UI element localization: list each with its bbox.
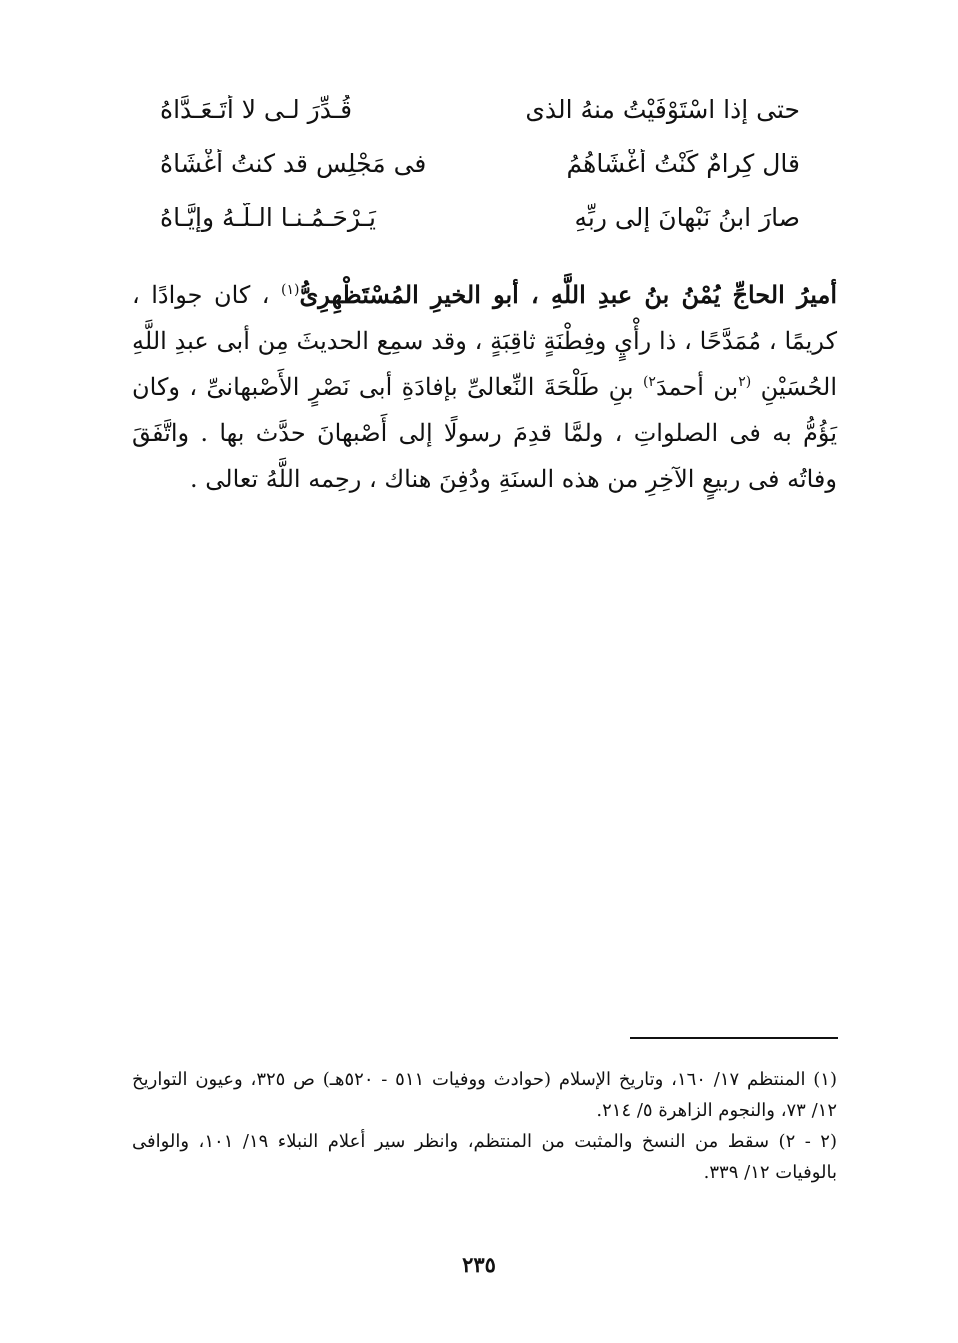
biography-text-part-2: بن أحمدَ [655, 373, 739, 401]
poem-verse [160, 190, 800, 244]
footnote-ref-2-open: (٢ [738, 374, 752, 390]
verse-second-hemistich: قُـدِّرَ لـى لا أَتَـعَـدَّاهُ [160, 94, 353, 124]
verse-first-hemistich: صارَ ابنُ نَبْهانَ إلى ربِّهِ [574, 202, 800, 232]
verse-first-hemistich: قال كِرامٌ كَنْتُ أَغْشَاهُمُ [566, 148, 800, 178]
footnotes-block [132, 1064, 837, 1188]
biography-subject-name: أميرُ الحاجِّ يُمْنُ بنُ عبدِ اللَّهِ ، أبو الخيرِ المُسْتَظْهِرِىُّ [299, 280, 837, 309]
verse-second-hemistich: فى مَجْلِسٍ قد كنتُ أَغْشَاهُ [160, 148, 427, 178]
footnote-1: (١) المنتظم ١٧/ ١٦٠، وتاريخ الإسلام (حوادث ووفيات ٥١١ - ٥٢٠هـ) ص ٣٢٥، وعيون التواريخ ١٢/ ٧٣، والنجوم الزاهرة ٥/ ٢١٤. [132, 1069, 837, 1121]
biography-text-part-3: بنِ طَلْحَةَ النِّعالىِّ بإفادَةِ أبى نَصْرٍ الأَصْبهانىِّ ، وكان يَؤُمُّ به فى الصلواتِ ، ولمَّا قدِمَ رسولًا إلى أَصْبهانَ حدَّث بها . واتَّفَقَ وفاتُه فى ربيعٍ الآخِرِ من هذه السنَةِ ودُفِنَ هناك ، رحِمه اللَّهُ تعالى . [132, 373, 837, 493]
footnote-2: (٢ - ٢) سقط من النسخ والمثبت من المنتظم، وانظر سير أعلام النبلاء ١٩/ ١٠١، والوافى بالوفيات ١٢/ ٣٣٩. [132, 1131, 837, 1183]
biography-paragraph [132, 272, 837, 502]
poem-block [160, 82, 800, 244]
biography-text-part-1: ، كان جوادًا ، كريمًا ، مُمَدَّحًا ، ذا رأْيٍ وفِطْنَةٍ ثاقِبَةٍ ، وقد سمِع الحديثَ مِن أبى عبدِ اللَّهِ الحُسَيْنِ [132, 281, 837, 401]
footnote-ref-2-close: ٢) [642, 374, 656, 390]
verse-first-hemistich: حتى إذا اسْتَوْفَيْتُ منهُ الذى [525, 94, 800, 124]
footnote-ref-1: (١) [281, 282, 300, 298]
verse-second-hemistich: يَـرْحَـمُـنـا الـلَّـهُ وإيَّـاهُ [160, 202, 376, 232]
poem-verse [160, 82, 800, 136]
footnote-separator [630, 1037, 838, 1039]
poem-verse [160, 136, 800, 190]
page-number: ٢٣٥ [462, 1252, 496, 1277]
